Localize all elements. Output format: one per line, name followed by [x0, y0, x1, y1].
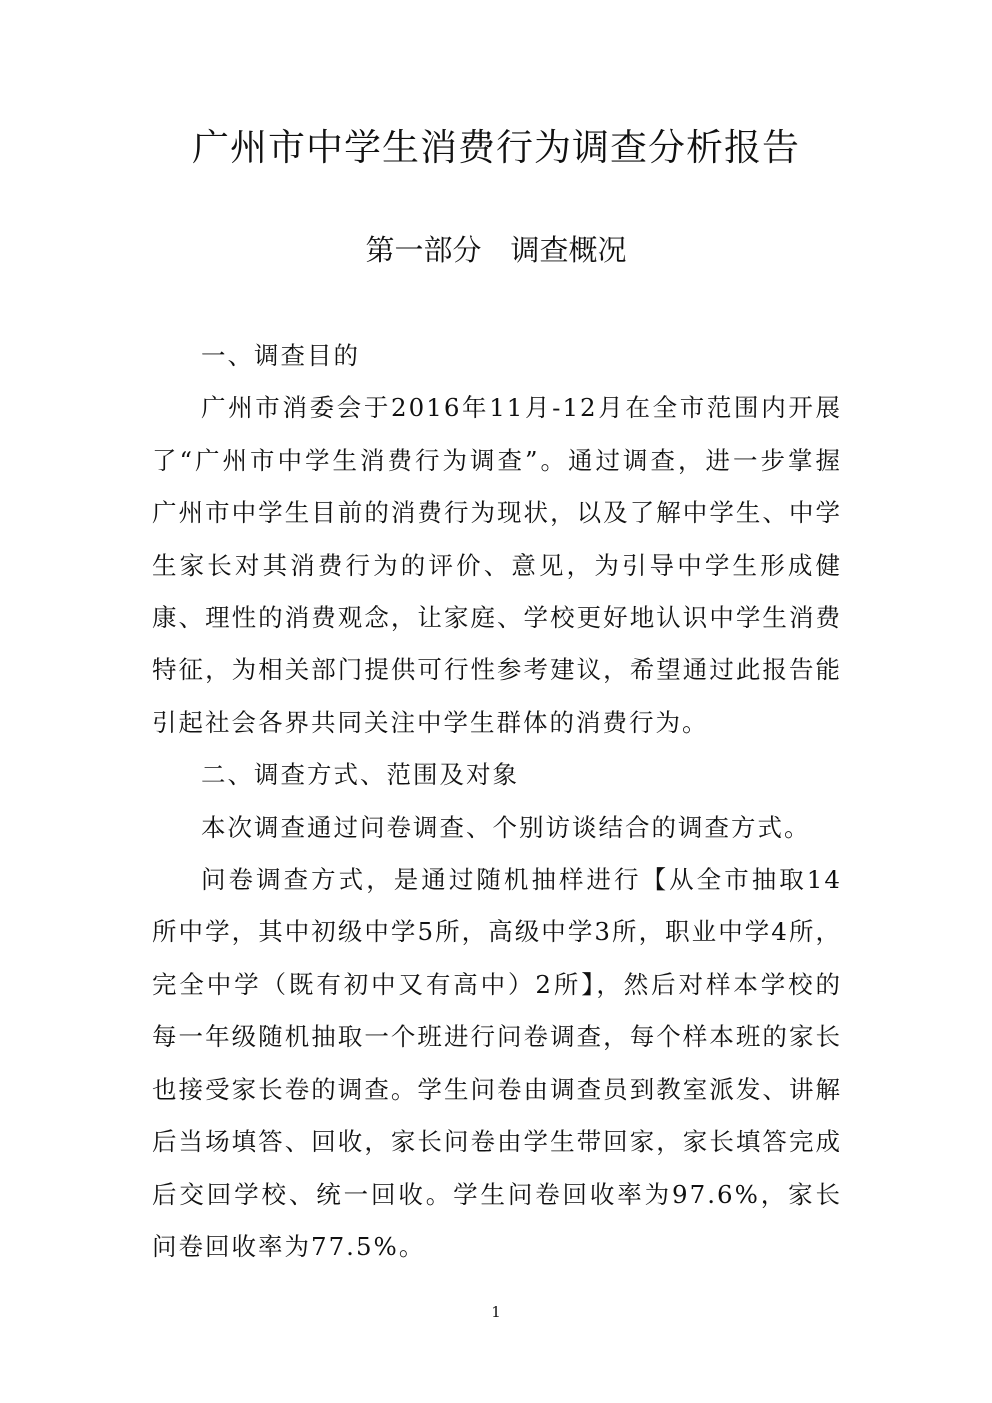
document-title: 广州市中学生消费行为调查分析报告 — [192, 126, 800, 169]
section-heading-method: 二、调查方式、范围及对象 — [201, 760, 519, 790]
paragraph-method-intro: 本次调查通过问卷调查、个别访谈结合的调查方式。 — [201, 812, 811, 842]
page-number: 1 — [491, 1303, 501, 1321]
part-heading: 第一部分 调查概况 — [365, 233, 627, 267]
section-heading-purpose: 一、调查目的 — [201, 341, 360, 370]
paragraph-method-detail: 问卷调查方式，是通过随机抽样进行【从全市抽取14所中学，其中初级中学5所，高级中学3所，职业中学4所，完全中学（既有初中又有高中）2所】，然后对样本学校的每一年级随机抽取一个班进行问卷调查，每个样本班的家长也接受家长卷的调查。学生问卷由调查员到教室派发、讲解后当场填答、回收，家长问卷由学生带回家，家长填答完成后交回学校、统一回收。学生问卷回收率为97.6%，家长问卷回收率为77.5%。 — [152, 865, 842, 1261]
paragraph-purpose: 广州市消委会于2016年11月-12月在全市范围内开展了“广州市中学生消费行为调查”。通过调查，进一步掌握广州市中学生目前的消费行为现状，以及了解中学生、中学生家长对其消费行为的评价、意见，为引导中学生形成健康、理性的消费观念，让家庭、学校更好地认识中学生消费特征，为相关部门提供可行性参考建议，希望通过此报告能引起社会各界共同关注中学生群体的消费行为。 — [152, 393, 842, 737]
document-body — [152, 330, 842, 1273]
